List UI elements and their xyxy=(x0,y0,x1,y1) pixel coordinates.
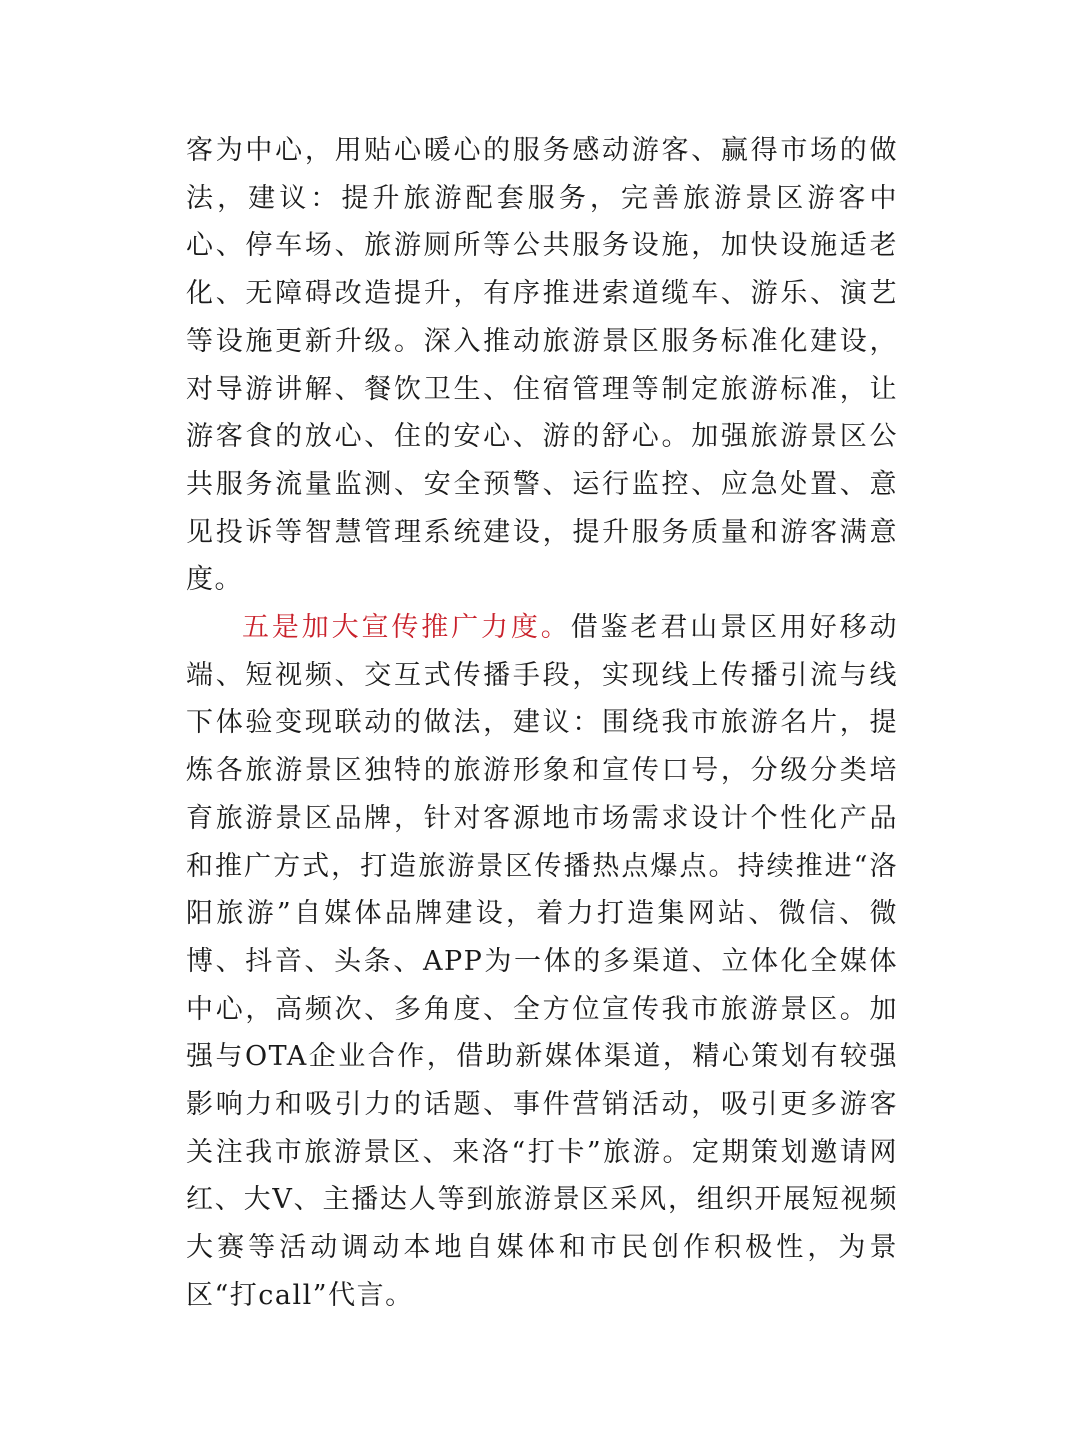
document-body xyxy=(186,127,898,1320)
paragraph-service-text: 客为中心，用贴心暖心的服务感动游客、赢得市场的做法，建议：提升旅游配套服务，完善旅游景区游客中心、停车场、旅游厕所等公共服务设施，加快设施适老化、无障碍改造提升，有序推进索道缆车、游乐、演艺等设施更新升级。深入推动旅游景区服务标准化建设，对导游讲解、餐饮卫生、住宿管理等制定旅游标准，让游客食的放心、住的安心、游的舒心。加强旅游景区公共服务流量监测、安全预警、运行监控、应急处置、意见投诉等智慧管理系统建设，提升服务质量和游客满意度。 xyxy=(186,135,898,596)
paragraph-service xyxy=(186,127,898,604)
paragraph-promotion xyxy=(186,604,898,1320)
paragraph-promotion-heading: 五是加大宣传推广力度。 xyxy=(242,612,571,644)
paragraph-promotion-text: 借鉴老君山景区用好移动端、短视频、交互式传播手段，实现线上传播引流与线下体验变现联动的做法，建议：围绕我市旅游名片，提炼各旅游景区独特的旅游形象和宣传口号，分级分类培育旅游景区品牌，针对客源地市场需求设计个性化产品和推广方式，打造旅游景区传播热点爆点。持续推进“洛阳旅游”自媒体品牌建设，着力打造集网站、微信、微博、抖音、头条、APP为一体的多渠道、立体化全媒体中心，高频次、多角度、全方位宣传我市旅游景区。加强与OTA企业合作，借助新媒体渠道，精心策划有较强影响力和吸引力的话题、事件营销活动，吸引更多游客关注我市旅游景区、来洛“打卡”旅游。定期策划邀请网红、大V、主播达人等到旅游景区采风，组织开展短视频大赛等活动调动本地自媒体和市民创作积极性，为景区“打call”代言。 xyxy=(186,612,899,1311)
